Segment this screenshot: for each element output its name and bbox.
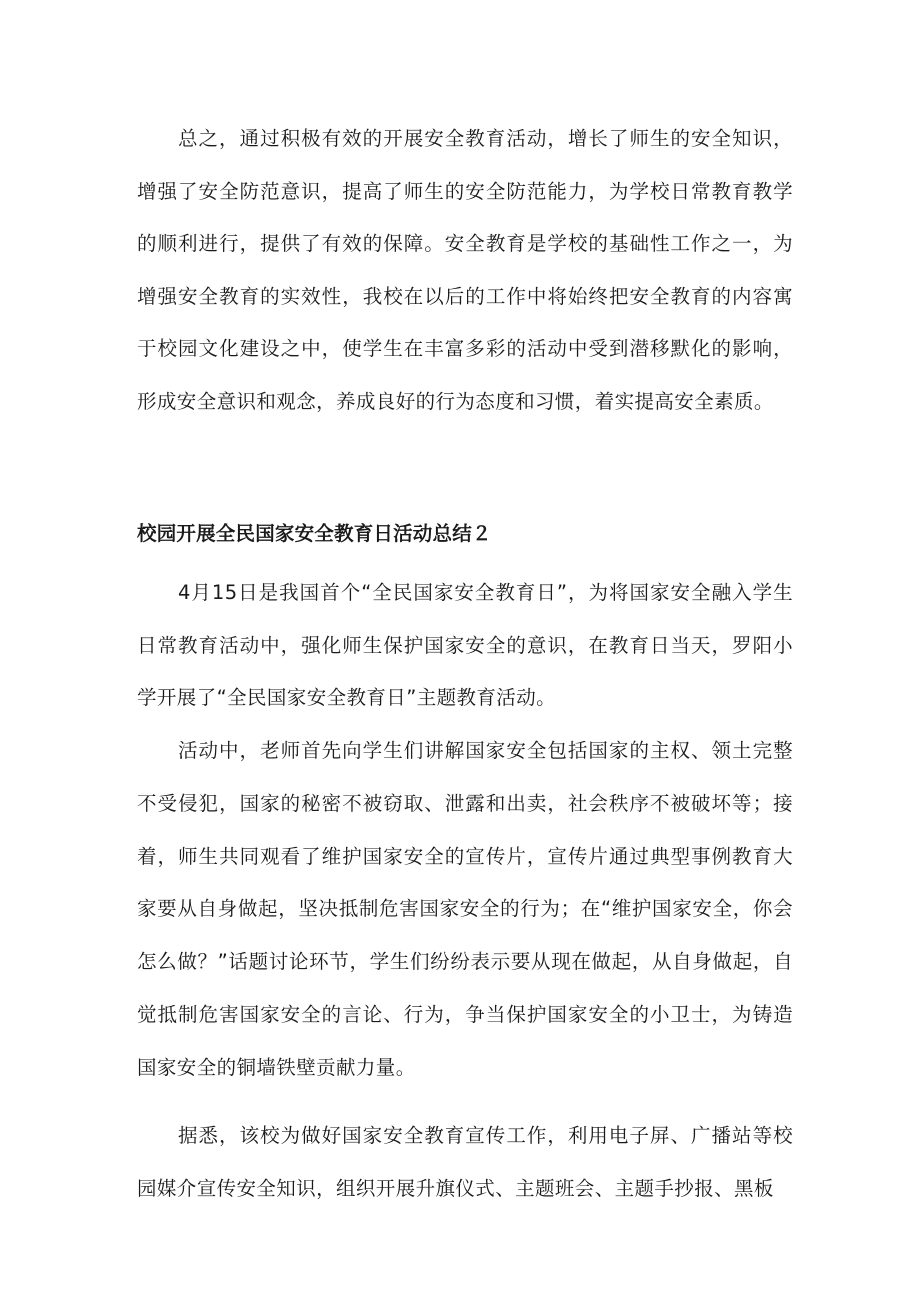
section-title: 校园开展全民国家安全教育日活动总结２ bbox=[137, 522, 492, 545]
body-paragraph-intro: 4月15日是我国首个“全民国家安全教育日”，为将国家安全融入学生日常教育活动中，强化师生保护国家安全的意识，在教育日当天，罗阳小学开展了“全民国家安全教育日”主题教育活动。 bbox=[137, 581, 793, 710]
body-paragraph-publicity: 据悉，该校为做好国家安全教育宣传工作，利用电子屏、广播站等校园媒介宣传安全知识，组织开展升旗仪式、主题班会、主题手抄报、黑板 bbox=[137, 1124, 793, 1200]
body-paragraph-activity: 活动中，老师首先向学生们讲解国家安全包括国家的主权、领土完整不受侵犯，国家的秘密不被窃取、泄露和出卖，社会秩序不被破坏等；接着，师生共同观看了维护国家安全的宣传片，宣传片通过典型事例教育大家要从自身做起，坚决抵制危害国家安全的行为；在“维护国家安全，你会怎么做？”话题讨论环节，学生们纷纷表示要从现在做起，从自身做起，自觉抵制危害国家安全的言论、行为，争当保护国家安全的小卫士，为铸造国家安全的铜墙铁壁贡献力量。 bbox=[137, 739, 793, 1079]
summary-paragraph: 总之，通过积极有效的开展安全教育活动，增长了师生的安全知识，增强了安全防范意识，提高了师生的安全防范能力，为学校日常教育教学的顺利进行，提供了有效的保障。安全教育是学校的基础性工作之一，为增强安全教育的实效性，我校在以后的工作中将始终把安全教育的内容寓于校园文化建设之中，使学生在丰富多彩的活动中受到潜移默化的影响，形成安全意识和观念，养成良好的行为态度和习惯，着实提高安全素质。 bbox=[137, 127, 793, 413]
